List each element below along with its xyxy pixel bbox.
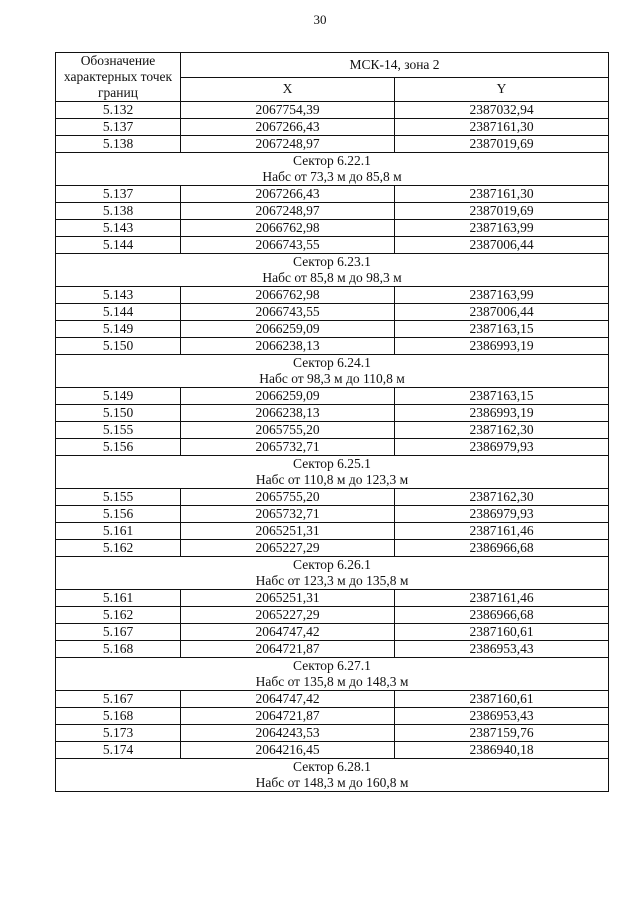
y-coordinate-cell: 2387019,69 [395, 136, 609, 153]
x-coordinate-cell: 2065732,71 [181, 506, 395, 523]
sector-elevation-range: Набс от 110,8 м до 123,3 м [255, 472, 409, 487]
point-number-cell: 5.168 [56, 641, 181, 658]
point-number-cell: 5.162 [56, 540, 181, 557]
y-coordinate-cell: 2386979,93 [395, 506, 609, 523]
sector-cell [56, 153, 609, 186]
sector-cell [56, 759, 609, 792]
x-coordinate-cell: 2064721,87 [181, 641, 395, 658]
x-coordinate-cell: 2065732,71 [181, 439, 395, 456]
x-coordinate-cell: 2064721,87 [181, 708, 395, 725]
sector-cell [56, 355, 609, 388]
y-coordinate-cell: 2387159,76 [395, 725, 609, 742]
x-coordinate-cell: 2066238,13 [181, 338, 395, 355]
table-row [56, 422, 609, 439]
point-number-cell: 5.156 [56, 439, 181, 456]
sector-cell [56, 456, 609, 489]
x-coordinate-cell: 2066762,98 [181, 220, 395, 237]
table-row [56, 388, 609, 405]
point-number-cell: 5.150 [56, 405, 181, 422]
sector-row [56, 759, 609, 792]
x-coordinate-cell: 2064216,45 [181, 742, 395, 759]
header-coordinate-system: МСК-14, зона 2 [181, 53, 609, 78]
header-y: Y [395, 77, 609, 102]
table-row [56, 237, 609, 254]
point-number-cell: 5.149 [56, 388, 181, 405]
y-coordinate-cell: 2387160,61 [395, 624, 609, 641]
y-coordinate-cell: 2387006,44 [395, 304, 609, 321]
x-coordinate-cell: 2064747,42 [181, 691, 395, 708]
x-coordinate-cell: 2067248,97 [181, 203, 395, 220]
sector-row [56, 557, 609, 590]
y-coordinate-cell: 2387161,30 [395, 186, 609, 203]
coordinates-table [55, 52, 609, 792]
point-number-cell: 5.167 [56, 691, 181, 708]
table-row [56, 203, 609, 220]
table-row [56, 136, 609, 153]
sector-row [56, 456, 609, 489]
sector-title: Сектор 6.27.1 [293, 658, 371, 673]
y-coordinate-cell: 2387161,30 [395, 119, 609, 136]
x-coordinate-cell: 2064243,53 [181, 725, 395, 742]
table-row [56, 607, 609, 624]
sector-row [56, 658, 609, 691]
sector-row [56, 254, 609, 287]
sector-title: Сектор 6.25.1 [293, 456, 371, 471]
y-coordinate-cell: 2386979,93 [395, 439, 609, 456]
sector-cell [56, 557, 609, 590]
sector-elevation-range: Набс от 135,8 м до 148,3 м [255, 674, 409, 689]
point-number-cell: 5.174 [56, 742, 181, 759]
y-coordinate-cell: 2386993,19 [395, 338, 609, 355]
point-number-cell: 5.162 [56, 607, 181, 624]
table-row [56, 405, 609, 422]
x-coordinate-cell: 2065251,31 [181, 590, 395, 607]
y-coordinate-cell: 2386953,43 [395, 708, 609, 725]
table-row [56, 742, 609, 759]
x-coordinate-cell: 2066743,55 [181, 237, 395, 254]
sector-cell [56, 658, 609, 691]
y-coordinate-cell: 2387006,44 [395, 237, 609, 254]
y-coordinate-cell: 2387160,61 [395, 691, 609, 708]
y-coordinate-cell: 2387163,15 [395, 388, 609, 405]
point-number-cell: 5.161 [56, 523, 181, 540]
table-row [56, 725, 609, 742]
point-number-cell: 5.137 [56, 186, 181, 203]
point-number-cell: 5.161 [56, 590, 181, 607]
y-coordinate-cell: 2387161,46 [395, 590, 609, 607]
table-row [56, 708, 609, 725]
table-row [56, 102, 609, 119]
point-number-cell: 5.155 [56, 489, 181, 506]
table-row [56, 624, 609, 641]
table-row [56, 338, 609, 355]
sector-elevation-range: Набс от 148,3 м до 160,8 м [255, 775, 409, 790]
table-row [56, 641, 609, 658]
y-coordinate-cell: 2387161,46 [395, 523, 609, 540]
x-coordinate-cell: 2065251,31 [181, 523, 395, 540]
x-coordinate-cell: 2066259,09 [181, 388, 395, 405]
point-number-cell: 5.167 [56, 624, 181, 641]
table-row [56, 287, 609, 304]
sector-elevation-range: Набс от 73,3 м до 85,8 м [262, 169, 402, 184]
x-coordinate-cell: 2065227,29 [181, 607, 395, 624]
x-coordinate-cell: 2066238,13 [181, 405, 395, 422]
y-coordinate-cell: 2387163,99 [395, 220, 609, 237]
y-coordinate-cell: 2386940,18 [395, 742, 609, 759]
header-row-top [56, 53, 609, 78]
page-number: 30 [313, 12, 327, 27]
x-coordinate-cell: 2066259,09 [181, 321, 395, 338]
sector-title: Сектор 6.28.1 [293, 759, 371, 774]
x-coordinate-cell: 2067248,97 [181, 136, 395, 153]
x-coordinate-cell: 2064747,42 [181, 624, 395, 641]
point-number-cell: 5.138 [56, 203, 181, 220]
y-coordinate-cell: 2387032,94 [395, 102, 609, 119]
point-number-cell: 5.144 [56, 304, 181, 321]
table-row [56, 119, 609, 136]
x-coordinate-cell: 2067266,43 [181, 186, 395, 203]
point-number-cell: 5.150 [56, 338, 181, 355]
y-coordinate-cell: 2387162,30 [395, 422, 609, 439]
point-number-cell: 5.168 [56, 708, 181, 725]
table-row [56, 321, 609, 338]
y-coordinate-cell: 2386953,43 [395, 641, 609, 658]
point-number-cell: 5.132 [56, 102, 181, 119]
point-number-cell: 5.155 [56, 422, 181, 439]
point-number-cell: 5.143 [56, 220, 181, 237]
x-coordinate-cell: 2065755,20 [181, 489, 395, 506]
point-number-cell: 5.149 [56, 321, 181, 338]
sector-elevation-range: Набс от 123,3 м до 135,8 м [255, 573, 409, 588]
table-row [56, 220, 609, 237]
sector-elevation-range: Набс от 85,8 м до 98,3 м [262, 270, 402, 285]
y-coordinate-cell: 2387162,30 [395, 489, 609, 506]
table-row [56, 489, 609, 506]
point-number-cell: 5.156 [56, 506, 181, 523]
table-body [56, 53, 609, 792]
y-coordinate-cell: 2386993,19 [395, 405, 609, 422]
x-coordinate-cell: 2067266,43 [181, 119, 395, 136]
y-coordinate-cell: 2387163,99 [395, 287, 609, 304]
x-coordinate-cell: 2066762,98 [181, 287, 395, 304]
sector-cell [56, 254, 609, 287]
table-row [56, 304, 609, 321]
header-x: X [181, 77, 395, 102]
sector-title: Сектор 6.23.1 [293, 254, 371, 269]
sector-title: Сектор 6.22.1 [293, 153, 371, 168]
x-coordinate-cell: 2066743,55 [181, 304, 395, 321]
x-coordinate-cell: 2065227,29 [181, 540, 395, 557]
point-number-cell: 5.144 [56, 237, 181, 254]
point-number-cell: 5.143 [56, 287, 181, 304]
sector-title: Сектор 6.26.1 [293, 557, 371, 572]
y-coordinate-cell: 2387163,15 [395, 321, 609, 338]
table-row [56, 506, 609, 523]
x-coordinate-cell: 2067754,39 [181, 102, 395, 119]
table-row [56, 439, 609, 456]
y-coordinate-cell: 2386966,68 [395, 540, 609, 557]
y-coordinate-cell: 2387019,69 [395, 203, 609, 220]
table-row [56, 540, 609, 557]
table-row [56, 691, 609, 708]
sector-row [56, 153, 609, 186]
point-number-cell: 5.138 [56, 136, 181, 153]
sector-elevation-range: Набс от 98,3 м до 110,8 м [259, 371, 405, 386]
table-row [56, 523, 609, 540]
table-row [56, 590, 609, 607]
point-number-cell: 5.173 [56, 725, 181, 742]
point-number-cell: 5.137 [56, 119, 181, 136]
sector-row [56, 355, 609, 388]
header-designation: Обозначение характерных точек границ [56, 53, 181, 102]
table-row [56, 186, 609, 203]
y-coordinate-cell: 2386966,68 [395, 607, 609, 624]
sector-title: Сектор 6.24.1 [293, 355, 371, 370]
x-coordinate-cell: 2065755,20 [181, 422, 395, 439]
